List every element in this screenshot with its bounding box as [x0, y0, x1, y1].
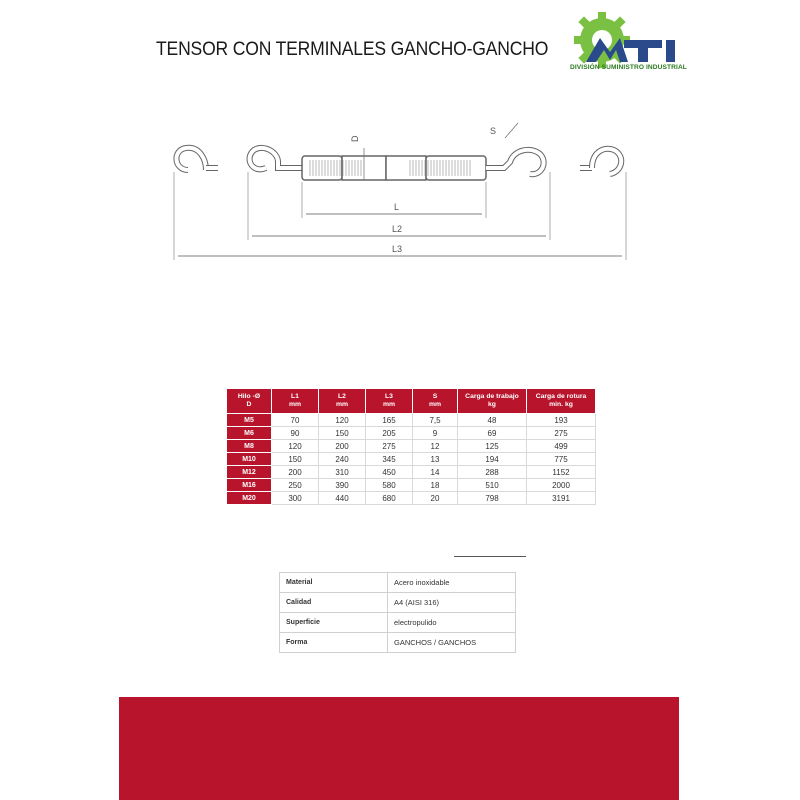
table-row: M5 70 120 165 7,5 48 193	[227, 414, 596, 427]
right-hook-icon	[580, 149, 621, 174]
property-row	[280, 633, 516, 653]
property-key: Superficie	[280, 613, 388, 633]
label-l2: L2	[392, 224, 403, 234]
turnbuckle-body	[302, 156, 486, 180]
header-s: S mm	[413, 389, 458, 414]
header-l2: L2 mm	[319, 389, 366, 414]
header-thread: Hilo -Ø D	[227, 389, 272, 414]
table-row: M8 120 200 275 12 125 499	[227, 440, 596, 453]
header-breaking-load: Carga de rotura min. kg	[527, 389, 596, 414]
property-value: A4 (AISI 316)	[388, 593, 516, 613]
spec-header-row	[227, 389, 596, 414]
property-value: GANCHOS / GANCHOS	[388, 633, 516, 653]
spec-table	[226, 388, 596, 505]
footer-banner	[119, 697, 679, 800]
header-l3: L3 mm	[366, 389, 413, 414]
table-row: M20 300 440 680 20 798 3191	[227, 492, 596, 505]
property-row	[280, 593, 516, 613]
property-row	[280, 613, 516, 633]
property-value: Acero inoxidable	[388, 573, 516, 593]
table-row: M16 250 390 580 18 510 2000	[227, 479, 596, 492]
label-l3: L3	[392, 244, 403, 254]
property-key: Material	[280, 573, 388, 593]
label-s: S	[490, 126, 497, 136]
properties-table	[279, 572, 516, 653]
table-row: M10 150 240 345 13 194 775	[227, 453, 596, 466]
hook-right-attached-icon	[486, 150, 544, 174]
turnbuckle-drawing	[160, 118, 640, 268]
property-key: Calidad	[280, 593, 388, 613]
table-row: M12 200 310 450 14 288 1152	[227, 466, 596, 479]
left-hook-icon	[176, 148, 218, 170]
label-l: L	[394, 202, 400, 212]
property-key: Forma	[280, 633, 388, 653]
logo-subtitle: DIVISIÓN SUMINISTRO INDUSTRIAL	[570, 64, 687, 71]
header-working-load: Carga de trabajo kg	[458, 389, 527, 414]
property-row	[280, 573, 516, 593]
page-title: TENSOR CON TERMINALES GANCHO-GANCHO	[156, 38, 549, 60]
property-value: electropulido	[388, 613, 516, 633]
separator-line	[454, 556, 526, 557]
hook-left-attached-icon	[250, 148, 302, 169]
header-l1: L1 mm	[272, 389, 319, 414]
table-row: M6 90 150 205 9 69 275	[227, 427, 596, 440]
label-d: D	[350, 135, 360, 142]
